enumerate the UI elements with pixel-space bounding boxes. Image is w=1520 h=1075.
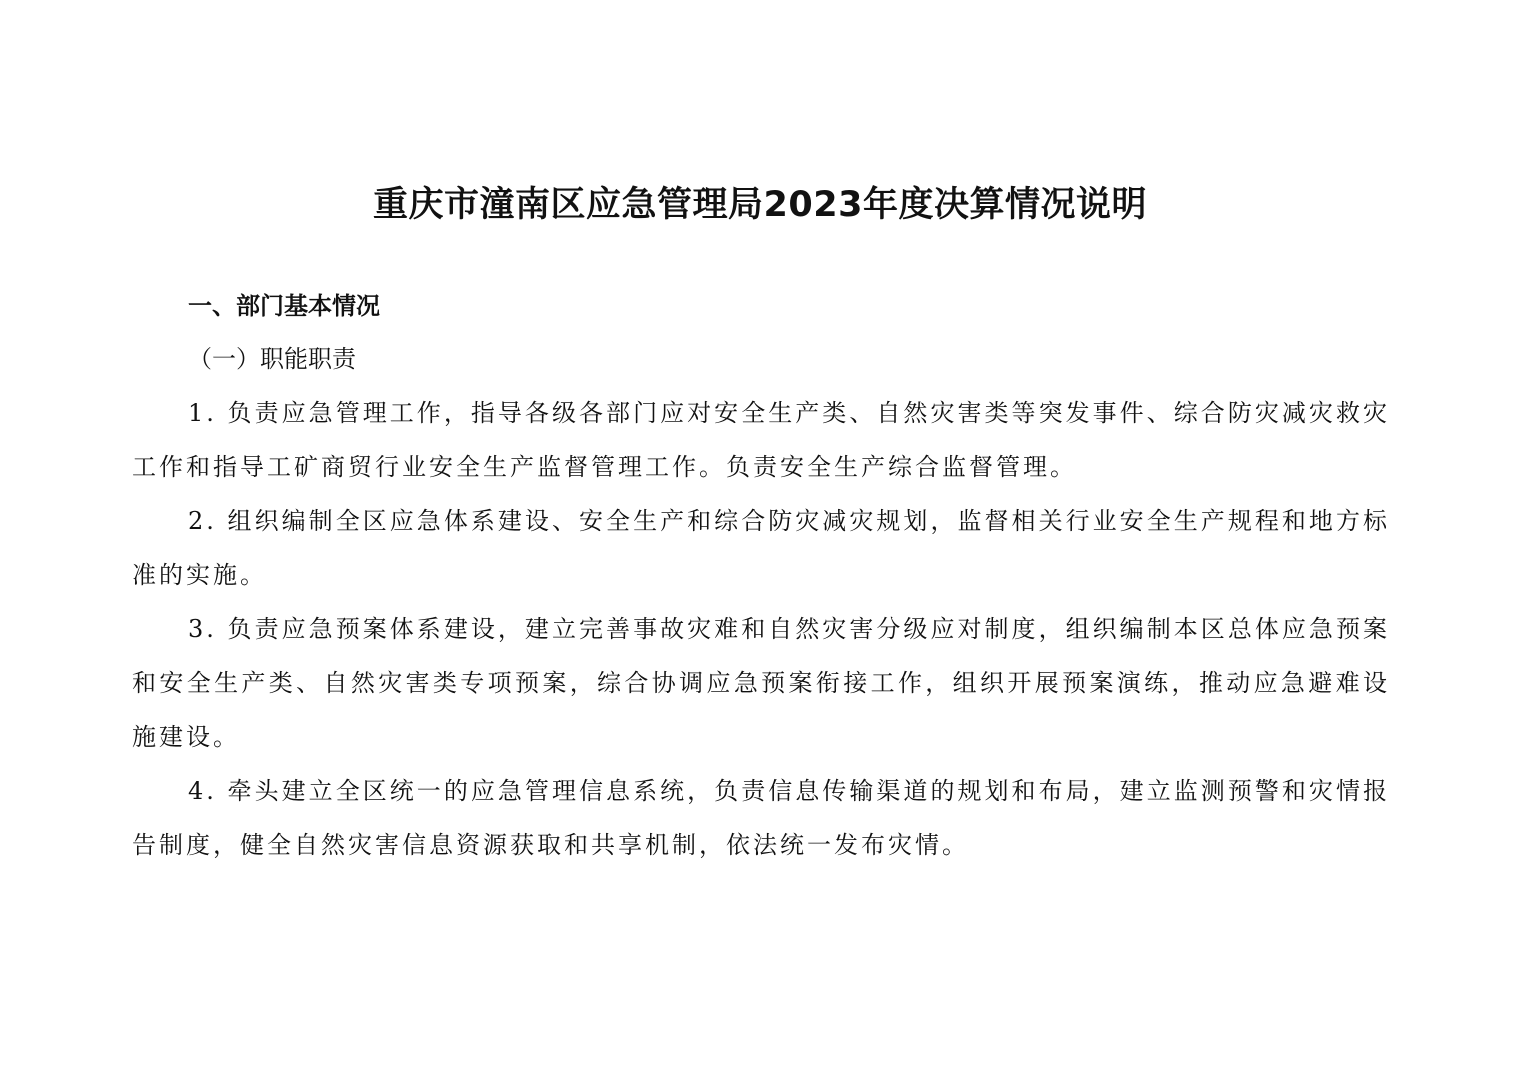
paragraph-1: 1. 负责应急管理工作，指导各级各部门应对安全生产类、自然灾害类等突发事件、综合防灾减灾救灾工作和指导工矿商贸行业安全生产监督管理工作。负责安全生产综合监督管理。 xyxy=(132,399,1390,481)
subsection-heading: （一）职能职责 xyxy=(188,345,356,373)
paragraph-3: 3. 负责应急预案体系建设，建立完善事故灾难和自然灾害分级应对制度，组织编制本区总体应急预案和安全生产类、自然灾害类专项预案，综合协调应急预案衔接工作，组织开展预案演练，推动应急避难设施建设。 xyxy=(132,615,1390,751)
document-body xyxy=(132,280,1390,872)
section-heading: 一、部门基本情况 xyxy=(188,292,380,320)
document-title: 重庆市潼南区应急管理局2023年度决算情况说明 xyxy=(373,185,1147,225)
paragraph-2: 2. 组织编制全区应急体系建设、安全生产和综合防灾减灾规划，监督相关行业安全生产规程和地方标准的实施。 xyxy=(132,507,1390,589)
paragraph-4: 4. 牵头建立全区统一的应急管理信息系统，负责信息传输渠道的规划和布局，建立监测预警和灾情报告制度，健全自然灾害信息资源获取和共享机制，依法统一发布灾情。 xyxy=(132,777,1390,859)
